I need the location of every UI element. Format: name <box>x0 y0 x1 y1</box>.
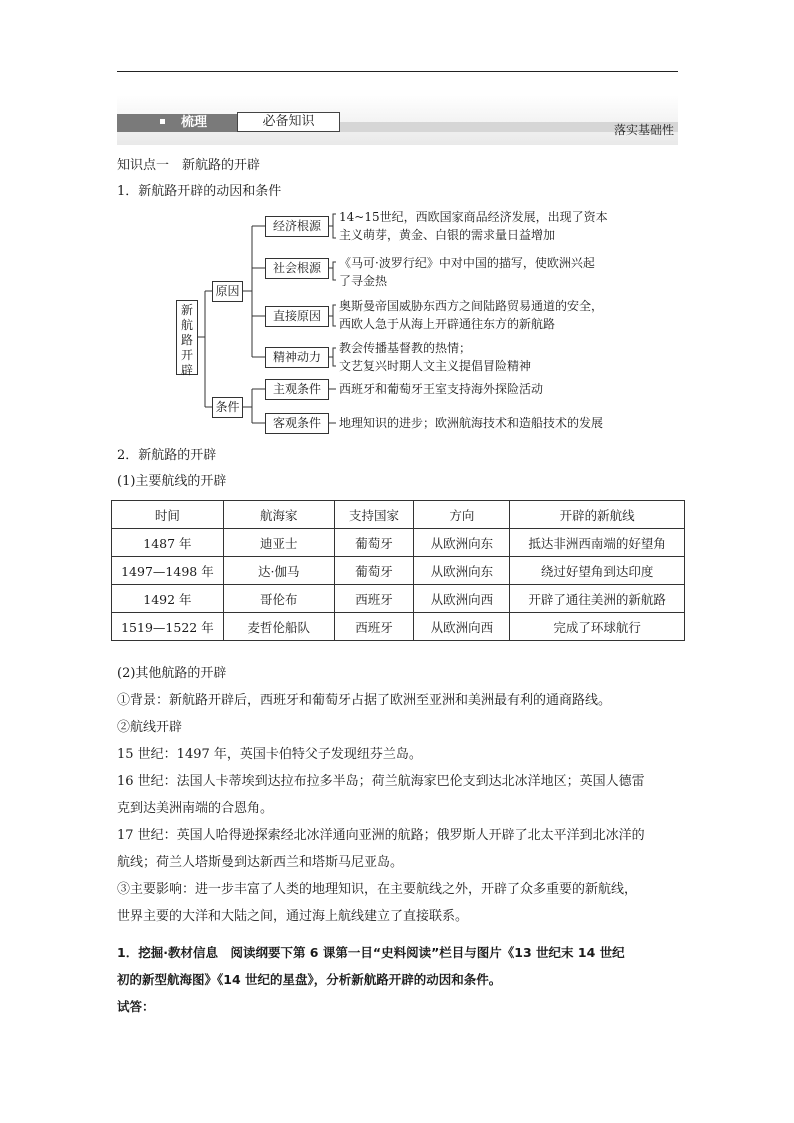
tree-detail-line: 了寻金热 <box>339 274 388 288</box>
table-cell: 西班牙 <box>334 613 414 641</box>
tree-root-char: 新 <box>180 303 193 317</box>
table-cell: 西班牙 <box>334 585 414 613</box>
subsection-heading: (1)主要航线的开辟 <box>117 474 227 489</box>
tree-detail-line: 文艺复兴时期人文主义提倡冒险精神 <box>339 359 532 373</box>
tree-detail-line: 西欧人急于从海上开辟通往东方的新航路 <box>339 317 556 331</box>
paragraph-line: ②航线开辟 <box>117 720 183 735</box>
table-cell: 绕过好望角到达印度 <box>510 557 685 585</box>
tree-root-char: 航 <box>180 318 193 332</box>
question-line: 初的新型航海图》《14 世纪的星盘》，分析新航路开辟的动因和条件。 <box>117 972 502 987</box>
section-heading-1: 1．新航路开辟的动因和条件 <box>117 184 282 199</box>
table-header-cell: 时间 <box>112 501 224 529</box>
tree-node-spiritual-motive: 精神动力 <box>265 347 329 368</box>
answer-prompt: 试答： <box>117 999 155 1014</box>
knowledge-point-heading: 知识点一 新航路的开辟 <box>117 158 261 173</box>
tree-detail-line: 教会传播基督教的热情； <box>339 341 472 355</box>
banner-subtitle: 落实基础性 <box>613 123 674 137</box>
table-row <box>112 585 685 613</box>
table-cell: 1492 年 <box>112 585 224 613</box>
body-text <box>117 660 682 930</box>
routes-table <box>111 500 685 641</box>
table-cell: 1519—1522 年 <box>112 613 224 641</box>
table-cell: 开辟了通往美洲的新航路 <box>510 585 685 613</box>
question-block <box>117 939 682 1020</box>
table-cell: 从欧洲向东 <box>414 557 510 585</box>
table-cell: 从欧洲向东 <box>414 529 510 557</box>
tree-detail-line: 奥斯曼帝国威胁东西方之间陆路贸易通道的安全， <box>339 299 604 313</box>
paragraph-line: 世界主要的大洋和大陆之间，通过海上航线建立了直接联系。 <box>117 909 469 924</box>
paragraph-line: 克到达美洲南端的合恩角。 <box>117 801 274 816</box>
paragraph-line: 15 世纪：1497 年，英国卡伯特父子发现纽芬兰岛。 <box>117 747 422 762</box>
table-cell: 1497—1498 年 <box>112 557 224 585</box>
paragraph-line: (2)其他航路的开辟 <box>117 666 227 681</box>
table-header-row <box>112 501 685 529</box>
banner-tag-text: 梳理 <box>181 115 208 130</box>
table-header-cell: 开辟的新航线 <box>510 501 685 529</box>
paragraph-line: 17 世纪：英国人哈得逊探索经北冰洋通向亚洲的航路；俄罗斯人开辟了北太平洋到北冰洋的 <box>117 828 645 843</box>
question-line: 1．挖掘·教材信息 阅读纲要下第 6 课第一目“史料阅读”栏目与图片《13 世纪末 14 世纪 <box>117 945 625 960</box>
tree-detail-line: 《马可·波罗行纪》中对中国的描写，使欧洲兴起 <box>339 256 595 270</box>
tree-detail-line: 西班牙和葡萄牙王室支持海外探险活动 <box>339 382 544 396</box>
table-cell: 葡萄牙 <box>334 557 414 585</box>
paragraph-line: 航线；荷兰人塔斯曼到达新西兰和塔斯马尼亚岛。 <box>117 855 404 870</box>
tree-root <box>176 300 198 375</box>
tree-node-objective-condition: 客观条件 <box>265 413 329 434</box>
paragraph-line: ③主要影响：进一步丰富了人类的地理知识，在主要航线之外，开辟了众多重要的新航线， <box>117 882 638 897</box>
tree-node-economic-root: 经济根源 <box>265 216 329 237</box>
table-cell: 1487 年 <box>112 529 224 557</box>
tree-node-condition: 条件 <box>212 397 243 418</box>
tree-detail-line: 主义萌芽，黄金、白银的需求量日益增加 <box>339 228 556 242</box>
table-cell: 从欧洲向西 <box>414 585 510 613</box>
tree-node-social-root: 社会根源 <box>265 258 329 279</box>
tree-node-cause: 原因 <box>212 281 243 302</box>
table-header-cell: 方向 <box>414 501 510 529</box>
table-cell: 达·伽马 <box>223 557 334 585</box>
table-cell: 葡萄牙 <box>334 529 414 557</box>
table-row <box>112 529 685 557</box>
tree-node-subjective-condition: 主观条件 <box>265 379 329 400</box>
table-cell: 迪亚士 <box>223 529 334 557</box>
table-cell: 哥伦布 <box>223 585 334 613</box>
table-cell: 从欧洲向西 <box>414 613 510 641</box>
paragraph-line: ①背景：新航路开辟后，西班牙和葡萄牙占据了欧洲至亚洲和美洲最有利的通商路线。 <box>117 693 612 708</box>
table-cell: 麦哲伦船队 <box>223 613 334 641</box>
tree-root-char: 开 <box>180 348 193 362</box>
tree-detail-line: 地理知识的进步；欧洲航海技术和造船技术的发展 <box>339 416 604 430</box>
tree-root-char: 辟 <box>180 363 193 377</box>
tree-node-direct-cause: 直接原因 <box>265 306 329 327</box>
paragraph-line: 16 世纪：法国人卡蒂埃到达拉布拉多半岛；荷兰航海家巴伦支到达北冰洋地区；英国人德雷 <box>117 774 645 789</box>
tree-detail-line: 14~15世纪，西欧国家商品经济发展，出现了资本 <box>339 210 608 224</box>
table-header-cell: 航海家 <box>223 501 334 529</box>
tree-root-char: 路 <box>180 333 193 347</box>
table-header-cell: 支持国家 <box>334 501 414 529</box>
section-heading-2: 2．新航路的开辟 <box>117 448 217 463</box>
table-row <box>112 557 685 585</box>
banner-title: 必备知识 <box>237 112 340 132</box>
table-row <box>112 613 685 641</box>
table-cell: 完成了环球航行 <box>510 613 685 641</box>
table-cell: 抵达非洲西南端的好望角 <box>510 529 685 557</box>
